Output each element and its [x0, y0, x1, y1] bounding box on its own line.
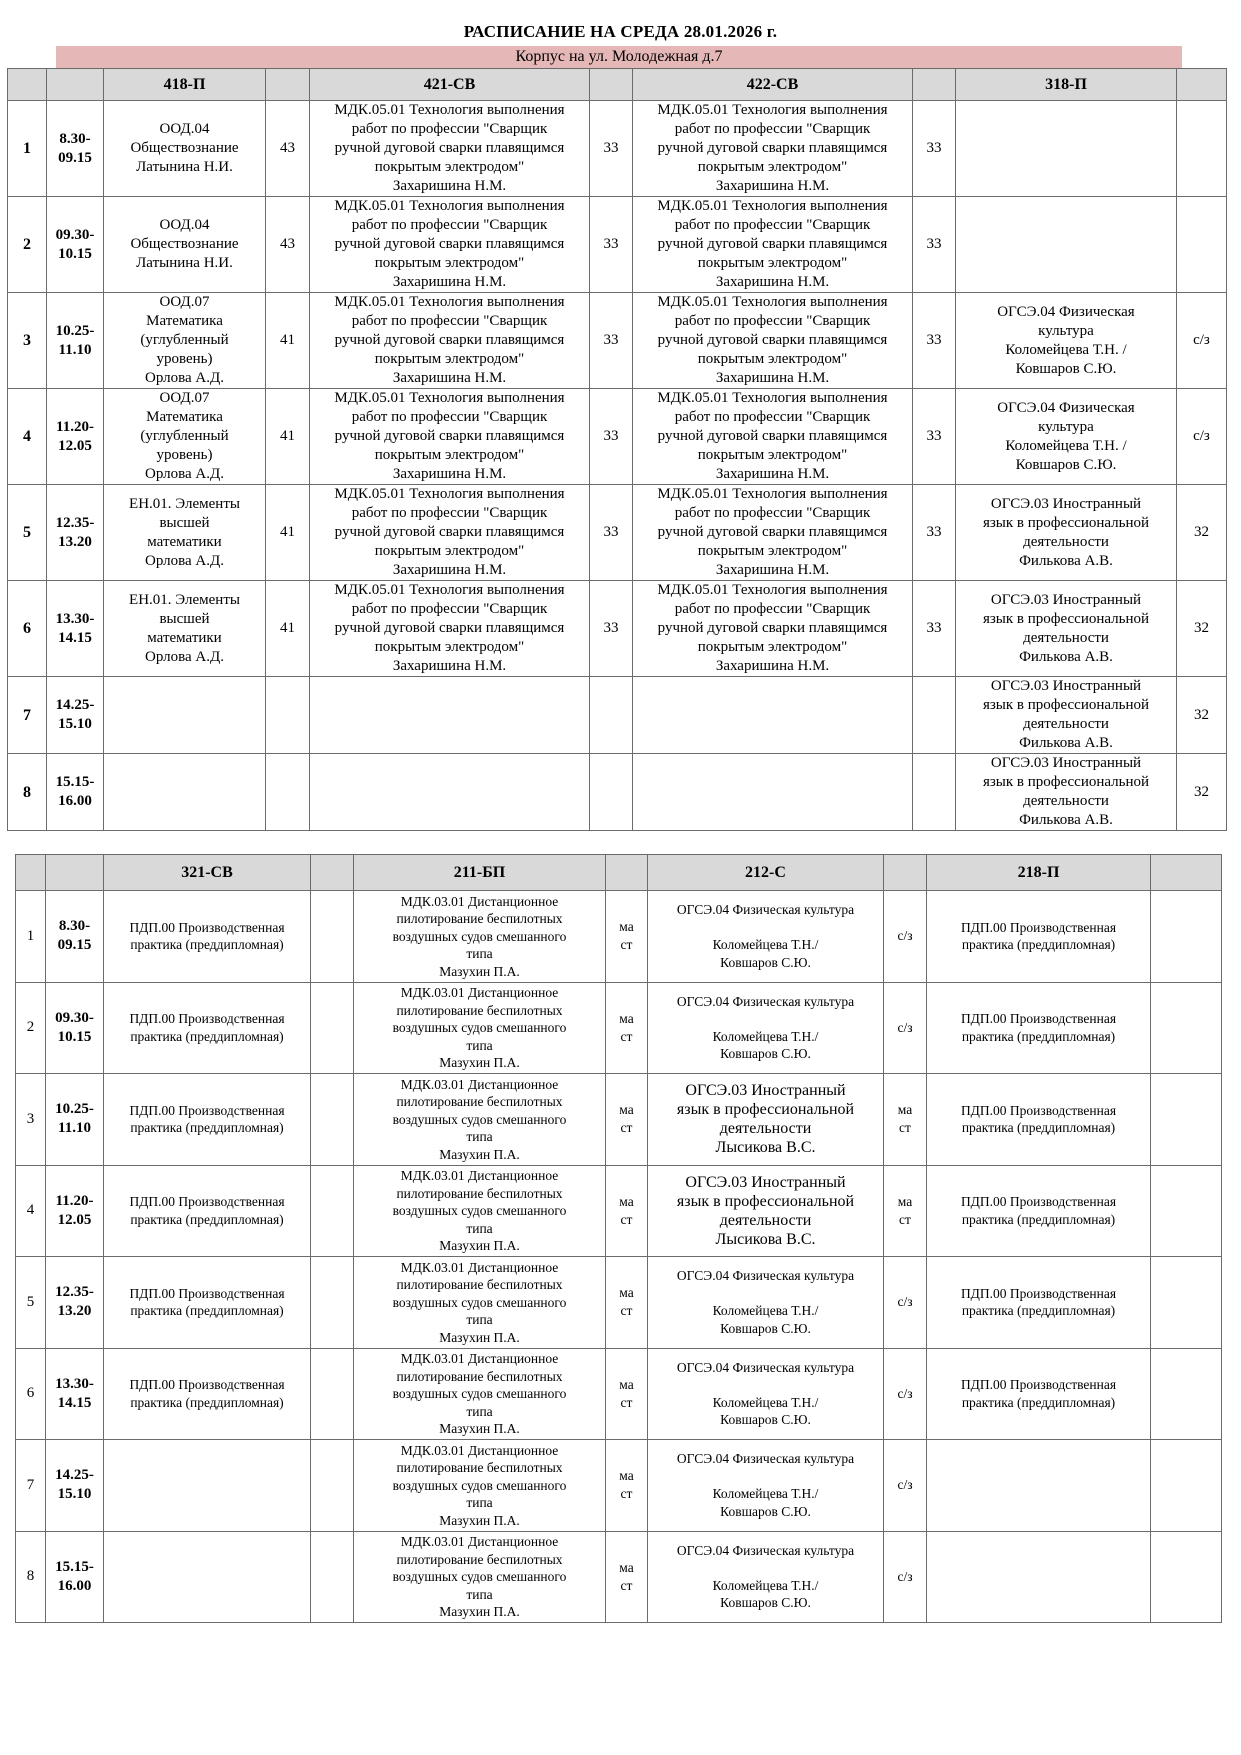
subject-cell: ОГСЭ.04 Физическая культура Коломейцева Т.Н./ Ковшаров С.Ю.: [648, 1440, 884, 1532]
lesson-number: 8: [8, 754, 47, 831]
lesson-time: 13.30- 14.15: [46, 1348, 104, 1440]
room-header-blank: [606, 855, 648, 891]
room-cell: 33: [590, 101, 633, 197]
subject-cell: [927, 1440, 1151, 1532]
room-cell: с/з: [884, 982, 927, 1074]
subject-cell: ООД.04 Обществознание Латынина Н.И.: [104, 101, 266, 197]
room-cell: с/з: [884, 1348, 927, 1440]
room-cell: [590, 677, 633, 754]
subject-cell: ПДП.00 Производственная практика (преддипломная): [927, 1257, 1151, 1349]
room-header-blank: [311, 855, 354, 891]
lesson-number: 7: [8, 677, 47, 754]
subject-cell: ЕН.01. Элементы высшей математики Орлова А.Д.: [104, 581, 266, 677]
room-cell: 32: [1177, 581, 1227, 677]
subject-cell: МДК.05.01 Технология выполнения работ по профессии "Сварщик ручной дуговой сварки плавящимся покрытым электродом" Захаришина Н.М.: [310, 581, 590, 677]
schedule-table-1: [7, 68, 1227, 831]
group-header: 321-СВ: [104, 855, 311, 891]
subject-cell: МДК.05.01 Технология выполнения работ по профессии "Сварщик ручной дуговой сварки плавящимся покрытым электродом" Захаришина Н.М.: [633, 389, 913, 485]
subject-cell: МДК.05.01 Технология выполнения работ по профессии "Сварщик ручной дуговой сварки плавящимся покрытым электродом" Захаришина Н.М.: [310, 197, 590, 293]
lesson-row: [16, 1531, 1222, 1623]
subject-cell: ОГСЭ.04 Физическая культура Коломейцева Т.Н. / Ковшаров С.Ю.: [956, 293, 1177, 389]
lesson-row: [16, 1074, 1222, 1166]
schedule-table-2: [15, 854, 1222, 1623]
subject-cell: ОГСЭ.03 Иностранный язык в профессиональной деятельности Филькова А.В.: [956, 677, 1177, 754]
room-cell: ма ст: [884, 1074, 927, 1166]
lesson-number: 3: [8, 293, 47, 389]
room-cell: 33: [913, 293, 956, 389]
room-cell: [913, 754, 956, 831]
subject-cell: ПДП.00 Производственная практика (преддипломная): [104, 1165, 311, 1257]
room-cell: 33: [913, 389, 956, 485]
header-row: [8, 69, 1227, 101]
subject-cell: МДК.05.01 Технология выполнения работ по профессии "Сварщик ручной дуговой сварки плавящимся покрытым электродом" Захаришина Н.М.: [633, 581, 913, 677]
room-cell: [311, 982, 354, 1074]
lesson-time: 09.30- 10.15: [46, 982, 104, 1074]
room-cell: 33: [913, 485, 956, 581]
lesson-time: 10.25- 11.10: [47, 293, 104, 389]
subject-cell: [956, 197, 1177, 293]
subject-cell: МДК.03.01 Дистанционное пилотирование беспилотных воздушных судов смешанного типа Мазухин П.А.: [354, 1165, 606, 1257]
subject-cell: ООД.07 Математика (углубленный уровень) Орлова А.Д.: [104, 389, 266, 485]
subject-cell: ПДП.00 Производственная практика (преддипломная): [104, 1074, 311, 1166]
subject-cell: ОГСЭ.04 Физическая культура Коломейцева Т.Н./ Ковшаров С.Ю.: [648, 891, 884, 983]
room-cell: с/з: [884, 891, 927, 983]
room-cell: [266, 677, 310, 754]
subject-cell: ОГСЭ.03 Иностранный язык в профессиональной деятельности Лысикова В.С.: [648, 1165, 884, 1257]
room-cell: ма ст: [606, 1531, 648, 1623]
lesson-row: [8, 754, 1227, 831]
header-num-blank: [16, 855, 46, 891]
subject-cell: [956, 101, 1177, 197]
subject-cell: ПДП.00 Производственная практика (преддипломная): [104, 891, 311, 983]
lesson-row: [16, 1165, 1222, 1257]
subject-cell: ПДП.00 Производственная практика (преддипломная): [927, 891, 1151, 983]
subject-cell: [104, 1531, 311, 1623]
lesson-time: 8.30- 09.15: [47, 101, 104, 197]
room-header-blank: [1151, 855, 1222, 891]
room-cell: 33: [590, 485, 633, 581]
room-cell: с/з: [884, 1531, 927, 1623]
room-cell: 41: [266, 581, 310, 677]
lesson-number: 2: [16, 982, 46, 1074]
group-header: 418-П: [104, 69, 266, 101]
subject-cell: МДК.03.01 Дистанционное пилотирование беспилотных воздушных судов смешанного типа Мазухин П.А.: [354, 1257, 606, 1349]
room-cell: 41: [266, 485, 310, 581]
room-cell: ма ст: [606, 1074, 648, 1166]
room-cell: [1151, 1074, 1222, 1166]
room-cell: 41: [266, 293, 310, 389]
subject-cell: МДК.05.01 Технология выполнения работ по профессии "Сварщик ручной дуговой сварки плавящимся покрытым электродом" Захаришина Н.М.: [633, 293, 913, 389]
lesson-row: [16, 982, 1222, 1074]
subject-cell: ПДП.00 Производственная практика (преддипломная): [927, 1165, 1151, 1257]
room-cell: 33: [590, 389, 633, 485]
room-cell: 33: [913, 101, 956, 197]
subject-cell: МДК.05.01 Технология выполнения работ по профессии "Сварщик ручной дуговой сварки плавящимся покрытым электродом" Захаришина Н.М.: [633, 197, 913, 293]
lesson-time: 15.15- 16.00: [47, 754, 104, 831]
room-cell: [311, 1348, 354, 1440]
lesson-time: 8.30- 09.15: [46, 891, 104, 983]
room-cell: с/з: [1177, 293, 1227, 389]
lesson-row: [8, 293, 1227, 389]
room-cell: [1151, 891, 1222, 983]
room-cell: 33: [590, 581, 633, 677]
subject-cell: ПДП.00 Производственная практика (преддипломная): [927, 1074, 1151, 1166]
lesson-row: [8, 197, 1227, 293]
subject-cell: ОГСЭ.04 Физическая культура Коломейцева Т.Н./ Ковшаров С.Ю.: [648, 1257, 884, 1349]
subject-cell: МДК.05.01 Технология выполнения работ по профессии "Сварщик ручной дуговой сварки плавящимся покрытым электродом" Захаришина Н.М.: [633, 101, 913, 197]
room-cell: 41: [266, 389, 310, 485]
subject-cell: МДК.03.01 Дистанционное пилотирование беспилотных воздушных судов смешанного типа Мазухин П.А.: [354, 1531, 606, 1623]
lesson-row: [8, 581, 1227, 677]
room-cell: [311, 1257, 354, 1349]
subject-cell: ПДП.00 Производственная практика (преддипломная): [927, 982, 1151, 1074]
room-cell: [311, 891, 354, 983]
subject-cell: МДК.05.01 Технология выполнения работ по профессии "Сварщик ручной дуговой сварки плавящимся покрытым электродом" Захаришина Н.М.: [310, 389, 590, 485]
subject-cell: [633, 677, 913, 754]
lesson-number: 2: [8, 197, 47, 293]
room-header-blank: [266, 69, 310, 101]
lesson-number: 6: [8, 581, 47, 677]
room-cell: [590, 754, 633, 831]
subject-cell: ОГСЭ.04 Физическая культура Коломейцева Т.Н./ Ковшаров С.Ю.: [648, 1531, 884, 1623]
lesson-row: [16, 891, 1222, 983]
schedule-title: РАСПИСАНИЕ НА СРЕДА 28.01.2026 г.: [463, 22, 778, 41]
room-cell: 33: [590, 293, 633, 389]
subject-cell: МДК.05.01 Технология выполнения работ по профессии "Сварщик ручной дуговой сварки плавящимся покрытым электродом" Захаришина Н.М.: [310, 485, 590, 581]
room-cell: 33: [913, 197, 956, 293]
lesson-row: [8, 389, 1227, 485]
lesson-number: 5: [8, 485, 47, 581]
lesson-row: [8, 485, 1227, 581]
room-cell: 33: [590, 197, 633, 293]
room-cell: [1151, 1165, 1222, 1257]
room-cell: [311, 1074, 354, 1166]
room-cell: [1151, 1531, 1222, 1623]
room-cell: [1151, 1257, 1222, 1349]
lesson-row: [8, 677, 1227, 754]
header-num-blank: [8, 69, 47, 101]
subject-cell: [310, 754, 590, 831]
header-time-blank: [47, 69, 104, 101]
subject-cell: ПДП.00 Производственная практика (преддипломная): [927, 1348, 1151, 1440]
room-cell: ма ст: [606, 1165, 648, 1257]
subject-cell: ООД.07 Математика (углубленный уровень) Орлова А.Д.: [104, 293, 266, 389]
subject-cell: МДК.03.01 Дистанционное пилотирование беспилотных воздушных судов смешанного типа Мазухин П.А.: [354, 891, 606, 983]
room-cell: 43: [266, 101, 310, 197]
lesson-number: 1: [8, 101, 47, 197]
lesson-time: 14.25- 15.10: [46, 1440, 104, 1532]
room-cell: [266, 754, 310, 831]
subject-cell: [927, 1531, 1151, 1623]
lesson-time: 11.20- 12.05: [46, 1165, 104, 1257]
subject-cell: ОГСЭ.03 Иностранный язык в профессиональной деятельности Филькова А.В.: [956, 485, 1177, 581]
room-header-blank: [1177, 69, 1227, 101]
room-header-blank: [913, 69, 956, 101]
lesson-row: [16, 1257, 1222, 1349]
lesson-time: 15.15- 16.00: [46, 1531, 104, 1623]
subject-cell: [310, 677, 590, 754]
subject-cell: [104, 677, 266, 754]
lesson-number: 5: [16, 1257, 46, 1349]
subject-cell: МДК.03.01 Дистанционное пилотирование беспилотных воздушных судов смешанного типа Мазухин П.А.: [354, 1348, 606, 1440]
lesson-row: [8, 101, 1227, 197]
lesson-time: 10.25- 11.10: [46, 1074, 104, 1166]
subject-cell: МДК.05.01 Технология выполнения работ по профессии "Сварщик ручной дуговой сварки плавящимся покрытым электродом" Захаришина Н.М.: [310, 101, 590, 197]
lesson-number: 4: [8, 389, 47, 485]
room-cell: ма ст: [606, 982, 648, 1074]
room-cell: 32: [1177, 485, 1227, 581]
room-cell: ма ст: [884, 1165, 927, 1257]
subject-cell: ПДП.00 Производственная практика (преддипломная): [104, 982, 311, 1074]
subject-cell: ОГСЭ.04 Физическая культура Коломейцева Т.Н. / Ковшаров С.Ю.: [956, 389, 1177, 485]
subject-cell: МДК.03.01 Дистанционное пилотирование беспилотных воздушных судов смешанного типа Мазухин П.А.: [354, 1440, 606, 1532]
room-cell: ма ст: [606, 1257, 648, 1349]
lesson-time: 14.25- 15.10: [47, 677, 104, 754]
room-cell: ма ст: [606, 1348, 648, 1440]
subject-cell: [104, 1440, 311, 1532]
lesson-row: [16, 1348, 1222, 1440]
subject-cell: ООД.04 Обществознание Латынина Н.И.: [104, 197, 266, 293]
subject-cell: МДК.03.01 Дистанционное пилотирование беспилотных воздушных судов смешанного типа Мазухин П.А.: [354, 982, 606, 1074]
room-cell: [1151, 982, 1222, 1074]
group-header: 422-СВ: [633, 69, 913, 101]
room-cell: [1151, 1348, 1222, 1440]
lesson-number: 6: [16, 1348, 46, 1440]
room-cell: 32: [1177, 754, 1227, 831]
subject-cell: ОГСЭ.03 Иностранный язык в профессиональной деятельности Филькова А.В.: [956, 754, 1177, 831]
room-cell: 33: [913, 581, 956, 677]
header-time-blank: [46, 855, 104, 891]
subject-cell: [633, 754, 913, 831]
room-cell: ма ст: [606, 891, 648, 983]
lesson-time: 12.35- 13.20: [46, 1257, 104, 1349]
lesson-time: 13.30- 14.15: [47, 581, 104, 677]
subject-cell: ОГСЭ.03 Иностранный язык в профессиональной деятельности Филькова А.В.: [956, 581, 1177, 677]
group-header: 218-П: [927, 855, 1151, 891]
campus-banner: Корпус на ул. Молодежная д.7: [56, 46, 1182, 68]
subject-cell: ПДП.00 Производственная практика (преддипломная): [104, 1348, 311, 1440]
lesson-number: 1: [16, 891, 46, 983]
lesson-number: 4: [16, 1165, 46, 1257]
room-cell: с/з: [884, 1257, 927, 1349]
lesson-time: 09.30- 10.15: [47, 197, 104, 293]
room-cell: [311, 1531, 354, 1623]
room-cell: [1177, 197, 1227, 293]
room-header-blank: [590, 69, 633, 101]
room-cell: с/з: [884, 1440, 927, 1532]
room-cell: с/з: [1177, 389, 1227, 485]
room-cell: [1151, 1440, 1222, 1532]
room-cell: [311, 1165, 354, 1257]
subject-cell: ОГСЭ.04 Физическая культура Коломейцева Т.Н./ Ковшаров С.Ю.: [648, 1348, 884, 1440]
group-header: 212-С: [648, 855, 884, 891]
lesson-row: [16, 1440, 1222, 1532]
lesson-number: 3: [16, 1074, 46, 1166]
room-cell: 32: [1177, 677, 1227, 754]
room-cell: [913, 677, 956, 754]
room-cell: [311, 1440, 354, 1532]
subject-cell: [104, 754, 266, 831]
room-cell: [1177, 101, 1227, 197]
group-header: 421-СВ: [310, 69, 590, 101]
subject-cell: ОГСЭ.04 Физическая культура Коломейцева Т.Н./ Ковшаров С.Ю.: [648, 982, 884, 1074]
header-row: [16, 855, 1222, 891]
group-header: 318-П: [956, 69, 1177, 101]
room-header-blank: [884, 855, 927, 891]
room-cell: 43: [266, 197, 310, 293]
subject-cell: ПДП.00 Производственная практика (преддипломная): [104, 1257, 311, 1349]
room-cell: ма ст: [606, 1440, 648, 1532]
lesson-number: 8: [16, 1531, 46, 1623]
lesson-time: 12.35- 13.20: [47, 485, 104, 581]
group-header: 211-БП: [354, 855, 606, 891]
lesson-number: 7: [16, 1440, 46, 1532]
subject-cell: МДК.05.01 Технология выполнения работ по профессии "Сварщик ручной дуговой сварки плавящимся покрытым электродом" Захаришина Н.М.: [310, 293, 590, 389]
lesson-time: 11.20- 12.05: [47, 389, 104, 485]
subject-cell: ЕН.01. Элементы высшей математики Орлова А.Д.: [104, 485, 266, 581]
subject-cell: МДК.03.01 Дистанционное пилотирование беспилотных воздушных судов смешанного типа Мазухин П.А.: [354, 1074, 606, 1166]
subject-cell: ОГСЭ.03 Иностранный язык в профессиональной деятельности Лысикова В.С.: [648, 1074, 884, 1166]
subject-cell: МДК.05.01 Технология выполнения работ по профессии "Сварщик ручной дуговой сварки плавящимся покрытым электродом" Захаришина Н.М.: [633, 485, 913, 581]
